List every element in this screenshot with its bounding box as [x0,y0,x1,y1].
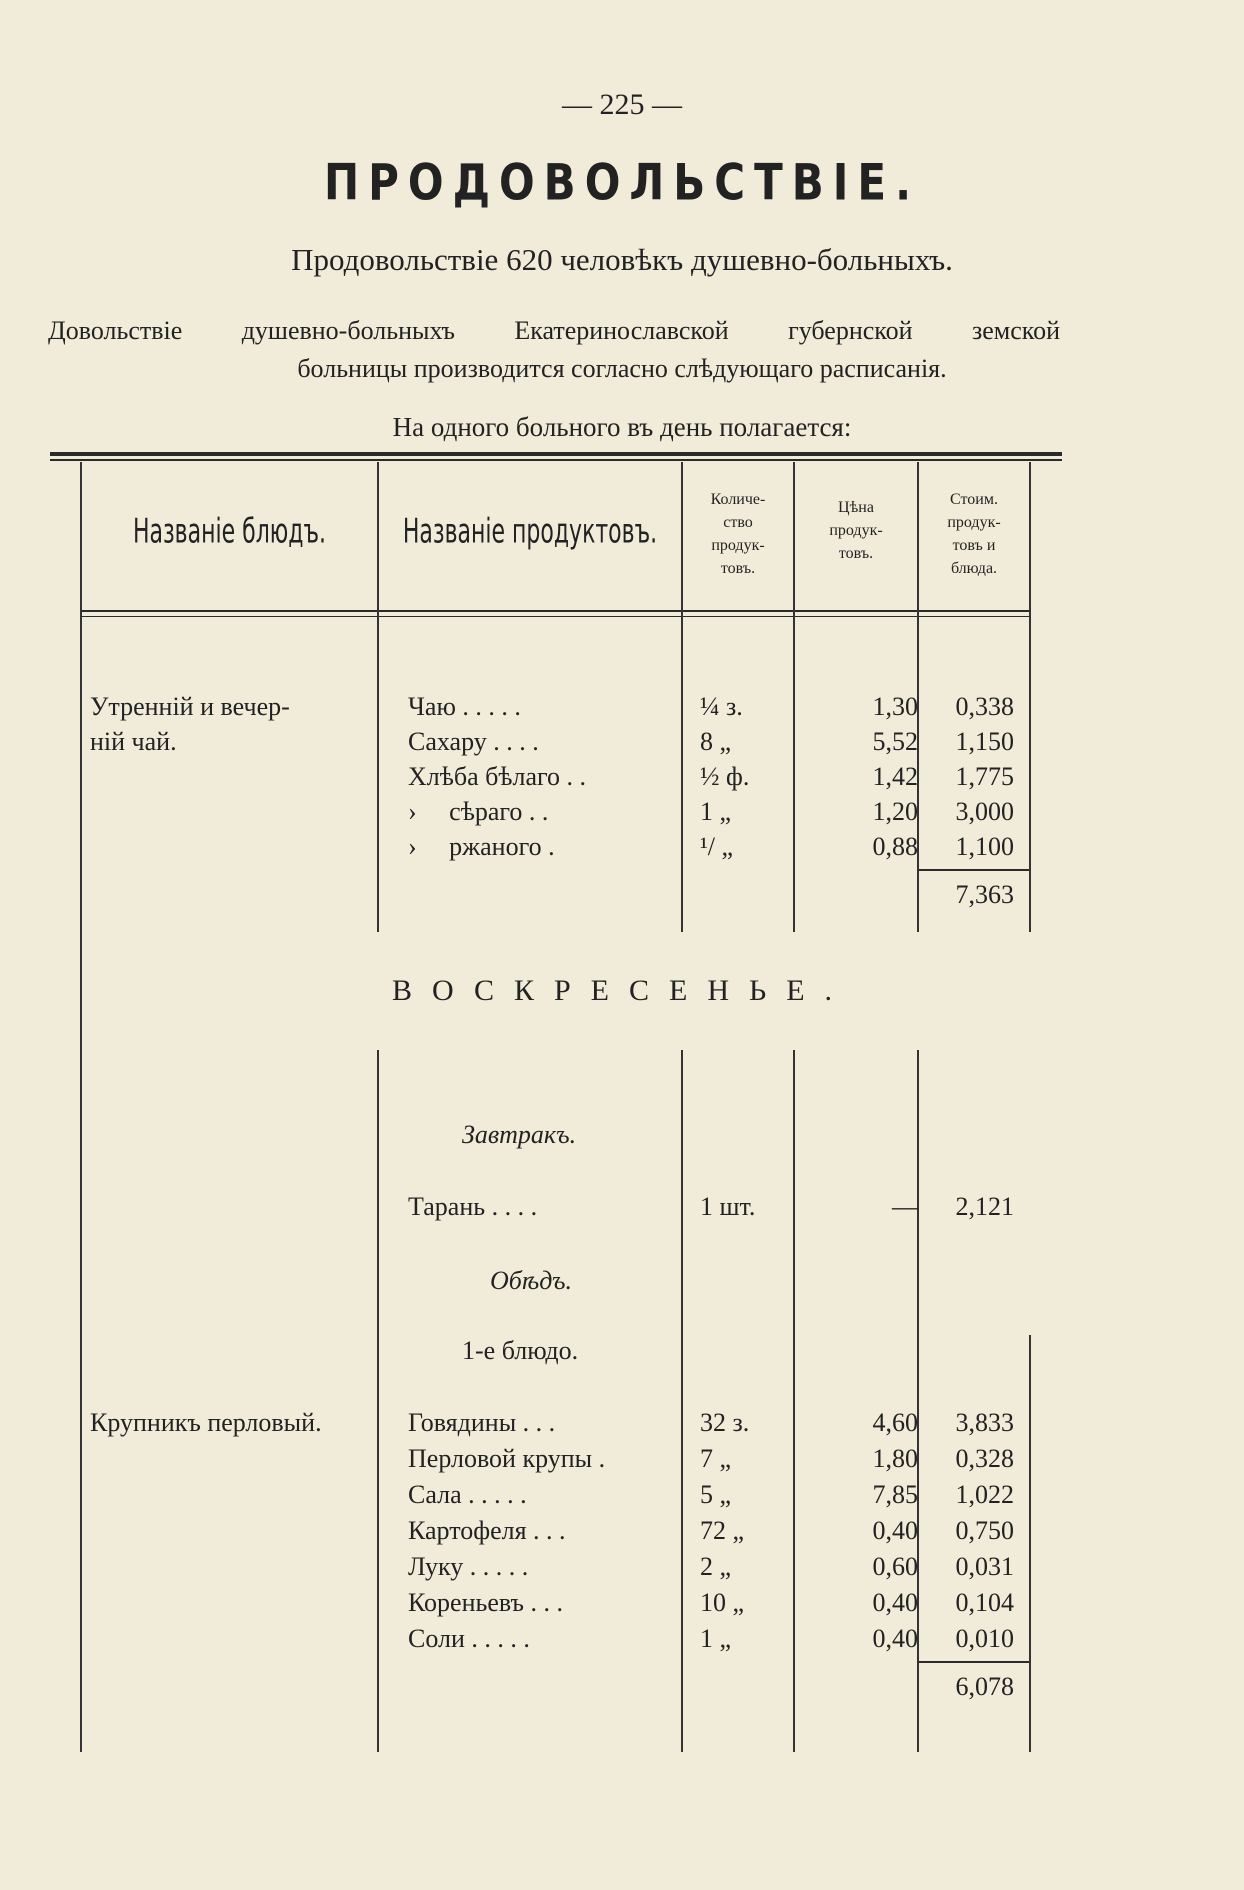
tea-row-price: 0,88 [872,832,918,861]
page-number: — 225 — [562,88,682,121]
column-divider-dish-lower [377,1050,379,1752]
header-cost: Стоим. продук- товъ и блюда. [947,491,1001,577]
dish-tea-line-2: ній чай. [90,727,177,756]
dinner-row-qty: 1 „ [700,1624,732,1653]
dinner-total: 6,078 [955,1672,1014,1701]
tea-total-rule [919,869,1029,871]
dinner-course-label: 1-е блюдо. [462,1336,579,1365]
allotment-caption: На одного больного въ день полагается: [392,412,852,442]
dinner-row-product: Кореньевъ . . . [408,1588,563,1617]
dinner-row-cost: 0,010 [955,1624,1014,1653]
breakfast-label: Завтракъ. [462,1120,577,1149]
dinner-row-qty: 2 „ [700,1552,732,1581]
dish-krupnik: Крупникъ перловый. [90,1408,322,1437]
dinner-row-cost: 0,031 [955,1552,1014,1581]
tea-row-price: 1,30 [872,692,918,721]
tea-row-qty: 8 „ [700,727,732,756]
tea-row-qty: 1 „ [700,797,732,826]
dinner-row-product: Картофеля . . . [408,1516,566,1545]
tea-row-qty: ¼ з. [700,692,743,721]
tea-row-cost: 1,150 [955,727,1014,756]
tea-total: 7,363 [955,880,1014,909]
dinner-row-cost: 0,328 [955,1444,1014,1473]
dinner-row-price: 1,80 [872,1444,918,1473]
tea-row-cost: 1,775 [955,762,1014,791]
tea-row-product: Хлѣба бѣлаго . . [408,762,587,791]
column-divider-products-lower [681,1050,683,1752]
tea-row-product: Сахару . . . . [408,727,539,756]
header-bottom-rule [80,610,1030,612]
dinner-label: Обѣдъ. [490,1266,572,1295]
tea-row-qty: ¹/ „ [700,832,734,861]
header-dish-name: Названіе блюдъ. [132,513,327,552]
dinner-row-price: 0,40 [872,1588,918,1617]
breakfast-cost: 2,121 [955,1192,1014,1221]
dinner-row-cost: 0,104 [955,1588,1014,1617]
table-right-border [1029,462,1031,932]
dinner-row-cost: 3,833 [955,1408,1014,1437]
dinner-total-rule [919,1661,1029,1663]
dinner-row-product: Говядины . . . [408,1408,556,1437]
tea-row-product: Чаю . . . . . [408,692,521,721]
subtitle: Продовольствіе 620 человѣкъ душевно-больныхъ. [291,242,953,277]
header-bottom-rule-thin [80,616,1030,617]
tea-row-price: 1,20 [872,797,918,826]
intro-paragraph-line-1: Довольствіе душевно-больныхъ Екатеринославской губернской земской [48,316,1060,345]
tea-row-price: 1,42 [872,762,918,791]
breakfast-price: — [892,1192,918,1221]
header-product-name: Названіе продуктовъ. [402,513,658,552]
table-top-rule [50,452,1062,456]
tea-row-product: › сѣраго . . [408,797,549,826]
dinner-row-price: 0,40 [872,1624,918,1653]
dinner-row-qty: 7 „ [700,1444,732,1473]
tea-row-price: 5,52 [872,727,918,756]
column-divider-quantity-lower [793,1050,795,1752]
dinner-row-qty: 5 „ [700,1480,732,1509]
tea-row-cost: 3,000 [955,797,1014,826]
breakfast-product: Тарань . . . . [408,1192,538,1221]
tea-row-cost: 0,338 [955,692,1014,721]
dinner-row-price: 0,40 [872,1516,918,1545]
breakfast-qty: 1 шт. [700,1192,756,1221]
dinner-row-qty: 32 з. [700,1408,750,1437]
header-quantity: Количе- ство продук- товъ. [710,491,766,577]
sunday-heading: ВОСКРЕСЕНЬЕ. [391,974,853,1007]
dinner-row-price: 4,60 [872,1408,918,1437]
table-left-border [80,462,82,1752]
dinner-row-qty: 10 „ [700,1588,745,1617]
dinner-row-product: Сала . . . . . [408,1480,527,1509]
dinner-row-cost: 1,022 [955,1480,1014,1509]
tea-row-product: › ржаного . [408,832,555,861]
dinner-row-price: 0,60 [872,1552,918,1581]
table-top-rule-thin [50,459,1062,461]
page-title: ПРОДОВОЛЬСТВІЕ. [323,153,921,212]
dinner-row-product: Соли . . . . . [408,1624,530,1653]
dinner-row-product: Луку . . . . . [408,1552,529,1581]
dish-tea-line-1: Утренній и вечер- [90,692,290,721]
header-price: Цѣна продук- товъ. [829,499,883,562]
intro-paragraph-line-2: больницы производится согласно слѣдующаго расписанія. [297,354,947,383]
dinner-row-price: 7,85 [872,1480,918,1509]
dinner-row-qty: 72 „ [700,1516,745,1545]
dinner-row-product: Перловой крупы . [408,1444,606,1473]
tea-row-qty: ½ ф. [700,762,750,791]
tea-row-cost: 1,100 [955,832,1014,861]
dinner-row-cost: 0,750 [955,1516,1014,1545]
table-right-border-lower [1029,1335,1031,1752]
